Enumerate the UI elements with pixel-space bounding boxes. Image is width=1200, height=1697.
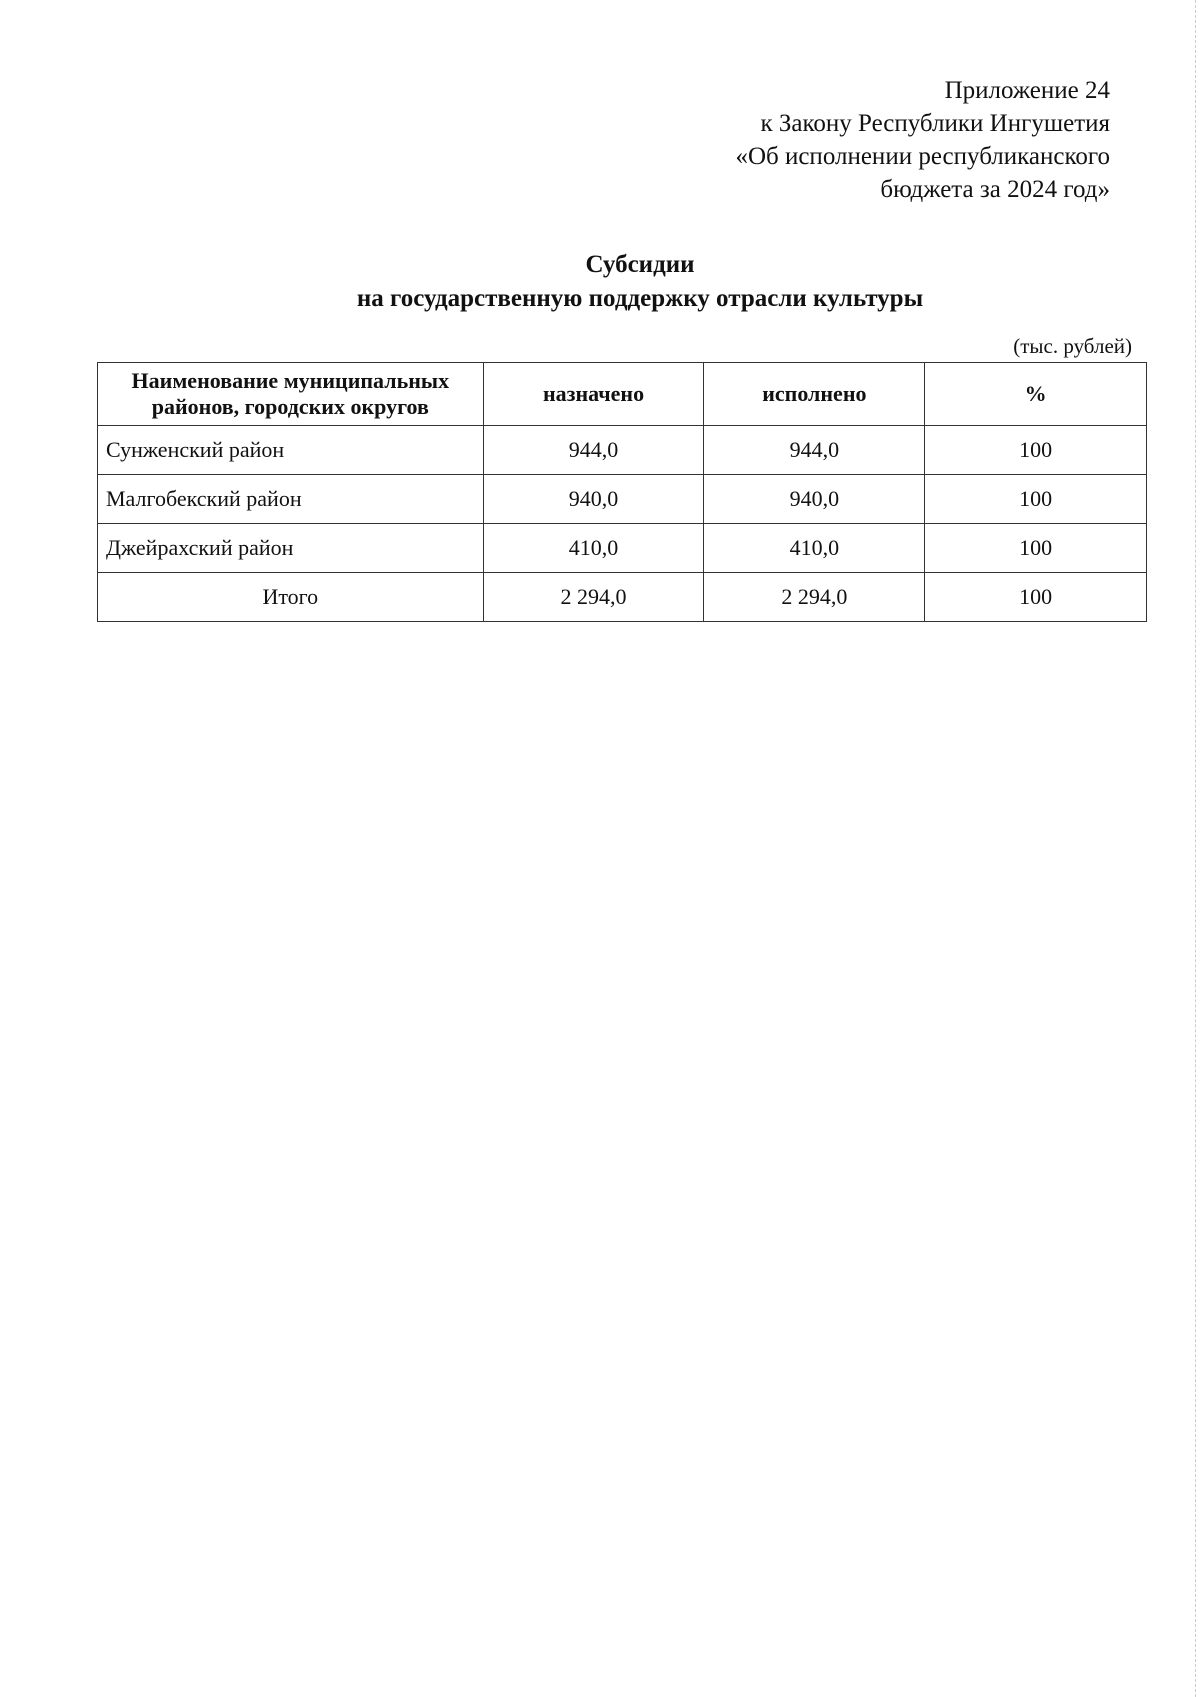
header-name: Наименование муниципальных районов, городских округов xyxy=(98,363,484,426)
title-line: Субсидии xyxy=(585,251,695,278)
executed-value: 944,0 xyxy=(704,426,925,475)
unit-label: (тыс. рублей) xyxy=(1013,334,1132,358)
table-row xyxy=(98,475,1147,524)
executed-value: 940,0 xyxy=(704,475,925,524)
table-row xyxy=(98,524,1147,573)
table-total-row xyxy=(98,573,1147,622)
assigned-value: 940,0 xyxy=(483,475,704,524)
table-row xyxy=(98,426,1147,475)
header-assigned: назначено xyxy=(483,363,704,426)
percent-value: 100 xyxy=(925,524,1147,573)
title-line: на государственную поддержку отрасли культуры xyxy=(356,285,924,312)
total-executed: 2 294,0 xyxy=(704,573,925,622)
appendix-line: бюджета за 2024 год» xyxy=(880,176,1110,203)
header-executed: исполнено xyxy=(704,363,925,426)
total-assigned: 2 294,0 xyxy=(483,573,704,622)
appendix-line: «Об исполнении республиканского xyxy=(735,143,1110,170)
header-percent: % xyxy=(925,363,1147,426)
appendix-line: к Закону Республики Ингушетия xyxy=(760,110,1110,137)
percent-value: 100 xyxy=(925,426,1147,475)
district-name: Джейрахский район xyxy=(98,524,484,573)
total-percent: 100 xyxy=(925,573,1147,622)
percent-value: 100 xyxy=(925,475,1147,524)
document-title xyxy=(0,248,1200,316)
total-label: Итого xyxy=(98,573,484,622)
executed-value: 410,0 xyxy=(704,524,925,573)
district-name: Сунженский район xyxy=(98,426,484,475)
appendix-header xyxy=(735,74,1110,206)
appendix-line: Приложение 24 xyxy=(944,77,1110,104)
assigned-value: 410,0 xyxy=(483,524,704,573)
district-name: Малгобекский район xyxy=(98,475,484,524)
table-header-row xyxy=(98,363,1147,426)
subsidy-table xyxy=(97,362,1147,622)
assigned-value: 944,0 xyxy=(483,426,704,475)
